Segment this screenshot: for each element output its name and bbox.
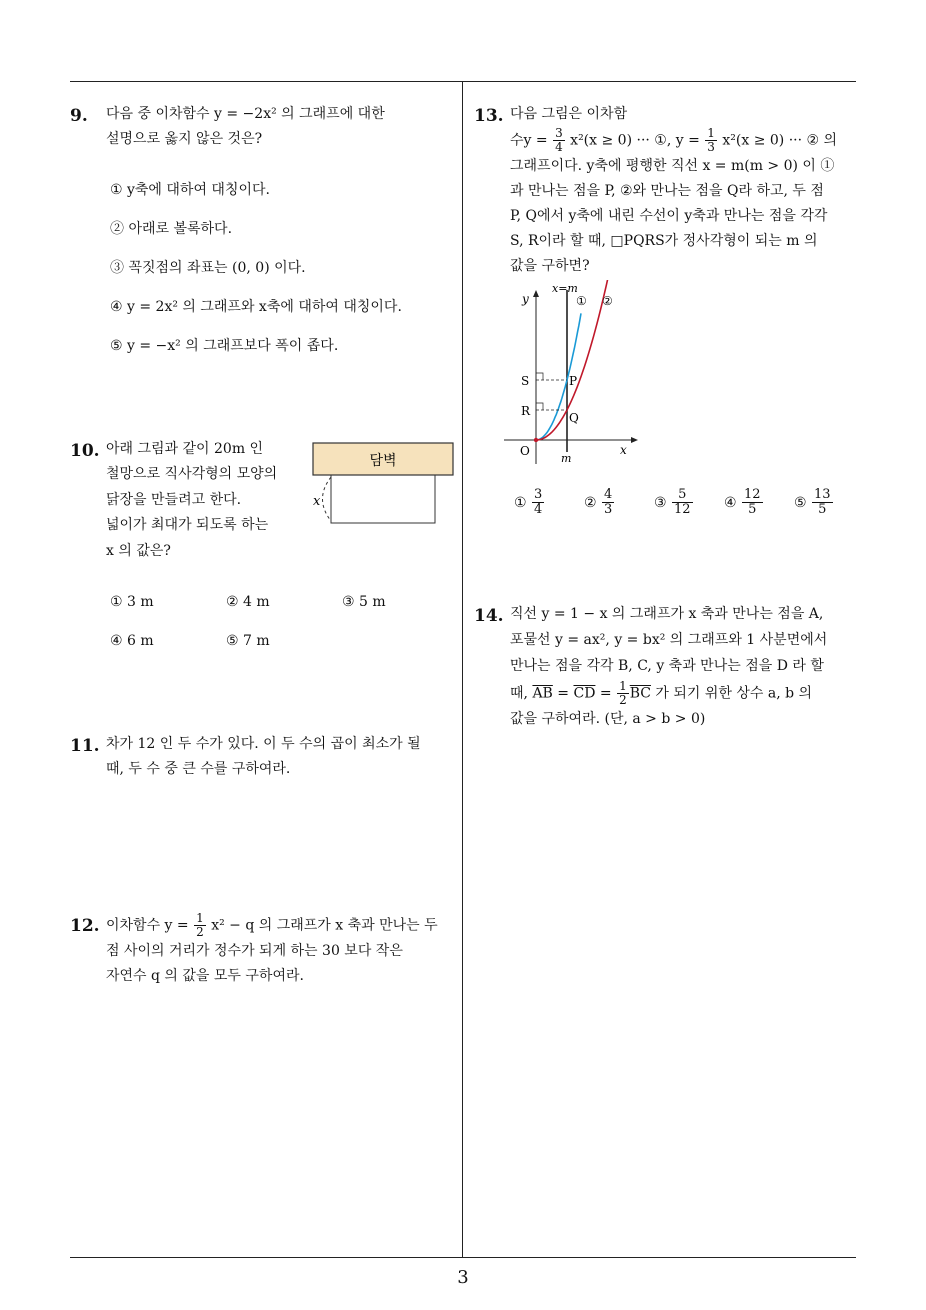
option-5[interactable]	[794, 488, 834, 518]
curve-2-label: ②	[602, 294, 613, 308]
bottom-rule	[70, 1257, 856, 1258]
question-line: 자연수 q 의 값을 모두 구하여라.	[106, 967, 304, 984]
text-run: 수y =	[510, 132, 548, 149]
fraction: $\frac{1}{3}$	[707, 125, 715, 155]
option-mark: ①	[514, 494, 527, 511]
option-1[interactable]	[514, 488, 545, 518]
question-line: P, Q에서 y축에 내린 수선이 y축과 만나는 점을 각각	[510, 208, 828, 225]
segment-bc: $\overline{BC}$	[629, 685, 651, 702]
question-line: S, R이라 할 때, □PQRS가 정사각형이 되는 m 의	[510, 233, 818, 249]
question-line: 점 사이의 거리가 정수가 되게 하는 30 보다 작은	[106, 943, 403, 960]
question-number: 10.	[70, 441, 100, 461]
y-axis-arrow	[533, 290, 539, 297]
text-run: x²(x ≥ 0) ··· ①, y =	[570, 132, 700, 149]
question-line: 아래 그림과 같이 20m 인	[106, 441, 264, 457]
question-text	[106, 912, 438, 988]
text-run: 이차함수 y =	[106, 917, 189, 934]
question-number: 14.	[474, 606, 504, 626]
question-line: 차가 12 인 두 수가 있다. 이 두 수의 곱이 최소가 될	[106, 736, 421, 752]
option-2[interactable]: ② 4 m	[226, 594, 270, 610]
right-angle-s	[536, 373, 543, 380]
question-line: 닭장을 만들려고 한다.	[106, 491, 242, 508]
parabola-graph	[504, 280, 644, 465]
question-line: 철망으로 직사각형의 모양의	[106, 466, 278, 483]
point-q-label: Q	[569, 411, 579, 425]
fraction: $\frac{13}{5}$	[814, 487, 831, 518]
option-4[interactable]: ④ 6 m	[110, 633, 154, 649]
option-2[interactable]: ② 아래로 볼록하다.	[110, 221, 233, 237]
column-divider	[462, 82, 463, 1257]
option-2[interactable]	[584, 488, 615, 518]
question-line: 설명으로 옳지 않은 것은?	[106, 130, 263, 147]
question-line	[510, 680, 827, 708]
point-s-label: S	[521, 374, 530, 388]
x-brace	[323, 477, 332, 521]
henhouse-rect	[331, 475, 435, 523]
option-3[interactable]: ③ 꼭짓점의 좌표는 (0, 0) 이다.	[110, 260, 306, 276]
question-line: 넓이가 최대가 되도록 하는	[106, 517, 269, 534]
question-line: 다음 그림은 이차함	[510, 106, 628, 122]
page-number: 3	[457, 1267, 469, 1288]
right-angle-r	[536, 403, 543, 410]
question-line	[106, 912, 438, 939]
m-label: m	[561, 452, 572, 465]
option-mark: ②	[584, 494, 597, 511]
question-line: 값을 구하여라. (단, a > b > 0)	[510, 711, 706, 728]
text-run: 가 되기 위한 상수 a, b 의	[655, 685, 813, 702]
text-run: =	[557, 685, 570, 702]
x-label: x	[620, 443, 627, 457]
top-rule	[70, 81, 856, 82]
question-number: 9.	[70, 106, 88, 126]
question-number: 13.	[474, 106, 504, 126]
option-4[interactable]: ④ y = 2x² 의 그래프와 x축에 대하여 대칭이다.	[110, 299, 402, 315]
option-3[interactable]	[654, 488, 694, 518]
option-1[interactable]: ① 3 m	[110, 594, 154, 610]
option-3[interactable]: ③ 5 m	[342, 594, 386, 610]
question-line: 다음 중 이차함수 y = −2x² 의 그래프에 대한	[106, 106, 385, 122]
option-5[interactable]: ⑤ y = −x² 의 그래프보다 폭이 좁다.	[110, 338, 339, 354]
option-1[interactable]: ① y축에 대하여 대칭이다.	[110, 182, 270, 198]
question-number: 11.	[70, 736, 100, 756]
fraction: $\frac{4}{3}$	[604, 487, 613, 518]
question-number: 12.	[70, 916, 100, 936]
question-line: 만나는 점을 각각 B, C, y 축과 만나는 점을 D 라 할	[510, 657, 824, 674]
x-axis-arrow	[631, 437, 638, 443]
segment-cd: $\overline{CD}$	[573, 685, 596, 702]
option-mark: ③	[654, 494, 667, 511]
question-line	[510, 127, 837, 154]
option-4[interactable]	[724, 488, 764, 518]
question-text	[106, 102, 385, 151]
question-text	[106, 437, 277, 564]
question-line: 값을 구하면?	[510, 257, 590, 274]
question-line: 포물선 y = ax², y = bx² 의 그래프와 1 사분면에서	[510, 631, 828, 648]
question-line: 과 만나는 점을 P, ②와 만나는 점을 Q라 하고, 두 점	[510, 183, 824, 200]
y-label: y	[522, 292, 529, 306]
question-line: 그래프이다. y축에 평행한 직선 x = m(m > 0) 이 ①	[510, 158, 835, 175]
fraction: $\frac{3}{4}$	[534, 487, 543, 518]
question-line: 때, 두 수 중 큰 수를 구하여라.	[106, 760, 291, 777]
point-p-label: P	[569, 374, 578, 388]
fraction: $\frac{1}{2}$	[196, 911, 204, 940]
question-line: 직선 y = 1 − x 의 그래프가 x 축과 만나는 점을 A,	[510, 606, 824, 622]
options-row	[514, 488, 874, 532]
question-line: x 의 값은?	[106, 542, 171, 559]
text-run: x² − q 의 그래프가 x 축과 만나는 두	[211, 917, 438, 934]
option-5[interactable]: ⑤ 7 m	[226, 633, 270, 649]
question-text	[510, 602, 827, 733]
segment-ab: $\overline{AB}$	[532, 685, 553, 702]
point-r-label: R	[521, 404, 531, 418]
curve-1-label: ①	[576, 294, 587, 308]
question-text	[106, 732, 421, 781]
fraction: $\frac{5}{12}$	[674, 487, 691, 518]
origin-label: O	[520, 444, 530, 458]
fraction: $\frac{3}{4}$	[555, 125, 563, 155]
option-mark: ⑤	[794, 494, 807, 511]
text-run: =	[599, 685, 612, 702]
question-text	[510, 102, 837, 279]
x-label: x	[313, 494, 321, 509]
origin-point	[534, 438, 538, 442]
fraction: $\frac{1}{2}$	[619, 678, 627, 707]
text-run: 때,	[510, 685, 528, 702]
henhouse-figure	[306, 441, 456, 531]
text-run: x²(x ≥ 0) ··· ② 의	[722, 132, 838, 149]
fraction: $\frac{12}{5}$	[744, 487, 761, 518]
option-mark: ④	[724, 494, 737, 511]
x-eq-m-label: x=m	[552, 282, 578, 295]
wall-label: 담벽	[369, 453, 397, 469]
